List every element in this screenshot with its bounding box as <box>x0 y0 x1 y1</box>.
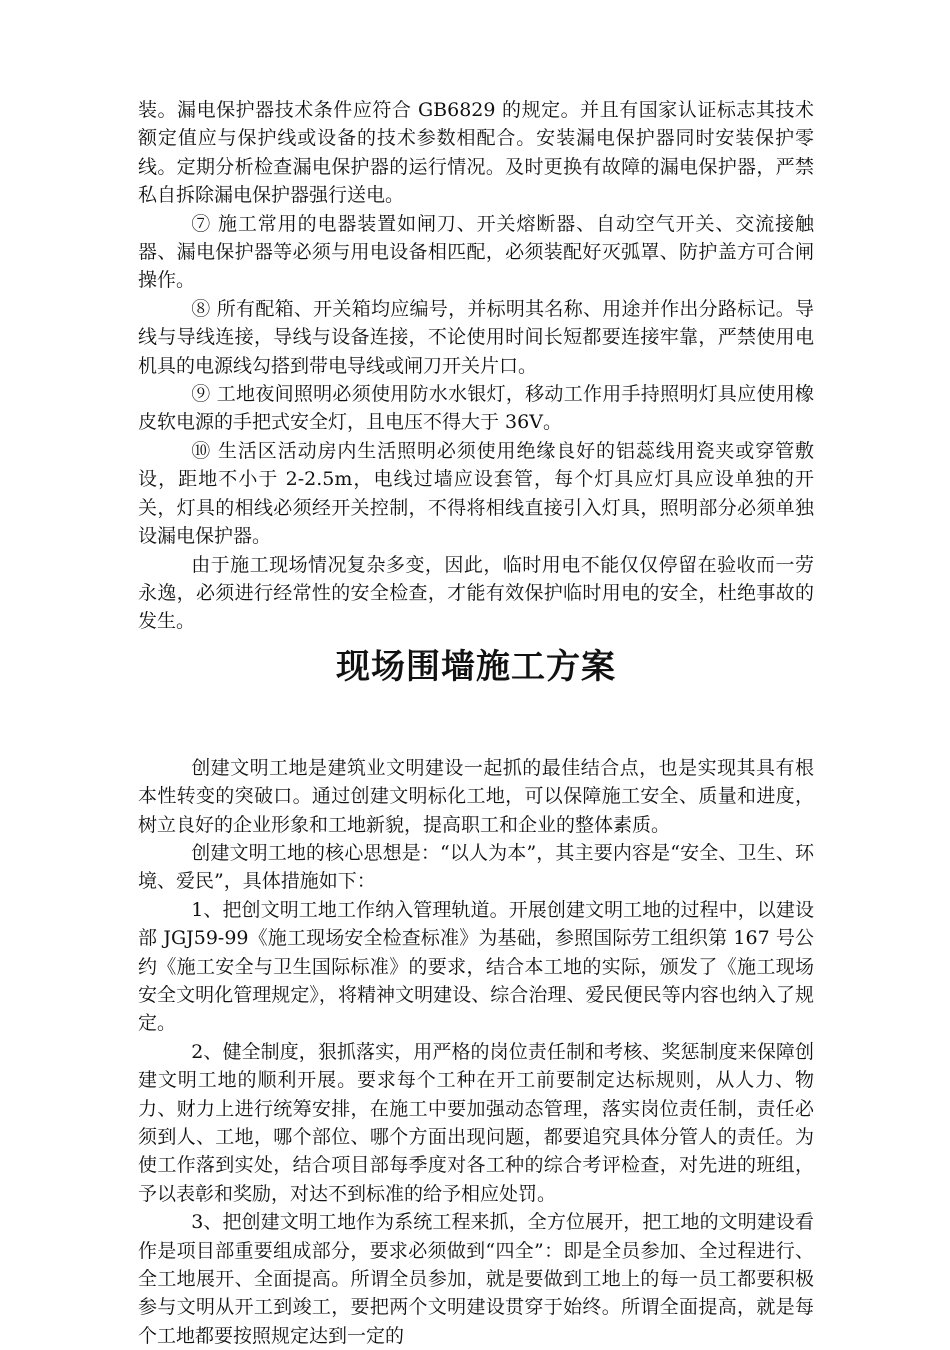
paragraph-intro: 创建文明工地是建筑业文明建设一起抓的最佳结合点，也是实现其具有根本性转变的突破口。通过创建文明标化工地，可以保障施工安全、质量和进度，树立良好的企业形象和工地新貌，提高职工和企业的整体素质。 <box>138 756 814 836</box>
paragraph-measure-1: 1、把创文明工地工作纳入管理轨道。开展创建文明工地的过程中，以建设部 JGJ59-99《施工现场安全检查标准》为基础，参照国际劳工组织第 167 号公约《施工安全与卫生国际标准》的要求，结合本工地的实际，颁发了《施工现场安全文明化管理规定》，将精神文明建设、综合治理、爱民便民等内容也纳入了规定。 <box>138 898 814 1035</box>
paragraph-leakage-protector: 装。漏电保护器技术条件应符合 GB6829 的规定。并且有国家认证标志其技术额定值应与保护线或设备的技术参数相配合。安装漏电保护器同时安装保护零线。定期分析检查漏电保护器的运行情况。及时更换有故障的漏电保护器，严禁私自拆除漏电保护器强行送电。 <box>138 99 814 207</box>
paragraph-measure-2: 2、健全制度，狠抓落实，用严格的岗位责任制和考核、奖惩制度来保障创建文明工地的顺利开展。要求每个工种在开工前要制定达标规则，从人力、物力、财力上进行统筹安排，在施工中要加强动态管理，落实岗位责任制，责任必须到人、工地，哪个部位、哪个方面出现问题，都要追究具体分管人的责任。为使工作落到实处，结合项目部每季度对各工种的综合考评检查，对先进的班组，予以表彰和奖励，对达不到标准的给予相应处罚。 <box>138 1040 814 1205</box>
section-title: 现场围墙施工方案 <box>336 646 616 687</box>
paragraph-core-idea: 创建文明工地的核心思想是：“以人为本”，其主要内容是“安全、卫生、环境、爱民”，具体措施如下： <box>138 841 814 893</box>
paragraph-measure-3: 3、把创建文明工地作为系统工程来抓，全方位展开，把工地的文明建设看作是项目部重要组成部分，要求必须做到“四全”：即是全员参加、全过程进行、全工地展开、全面提高。所谓全员参加，就是要做到工地上的每一员工都要积极参与文明从开工到竣工，要把两个文明建设贯穿于始终。所谓全面提高，就是每个工地都要按照规定达到一定的 <box>138 1211 814 1347</box>
paragraph-item-8: ⑧ 所有配箱、开关箱均应编号，并标明其名称、用途并作出分路标记。导线与导线连接，导线与设备连接，不论使用时间长短都要连接牢靠，严禁使用电机具的电源线勾搭到带电导线或闸刀开关片口。 <box>138 297 814 377</box>
paragraph-item-9: ⑨ 工地夜间照明必须使用防水水银灯，移动工作用手持照明灯具应使用橡皮软电源的手把式安全灯，且电压不得大于 36V。 <box>138 383 814 434</box>
document-page <box>138 96 814 1350</box>
paragraph-item-10: ⑩ 生活区活动房内生活照明必须使用绝缘良好的铝蕊线用瓷夹或穿管敷设，距地不小于 2-2.5m，电线过墙应设套管，每个灯具应灯具应设单独的开关，灯具的相线必须经开关控制，不得将相线直接引入灯具，照明部分必须单独设漏电保护器。 <box>138 439 814 548</box>
paragraph-item-7: ⑦ 施工常用的电器装置如闸刀、开关熔断器、自动空气开关、交流接触器、漏电保护器等必须与用电设备相匹配，必须装配好灭弧罩、防护盖方可合闸操作。 <box>138 212 814 292</box>
paragraph-safety-summary: 由于施工现场情况复杂多变，因此，临时用电不能仅仅停留在验收而一劳永逸，必须进行经常性的安全检查，才能有效保护临时用电的安全，杜绝事故的发生。 <box>138 553 814 633</box>
